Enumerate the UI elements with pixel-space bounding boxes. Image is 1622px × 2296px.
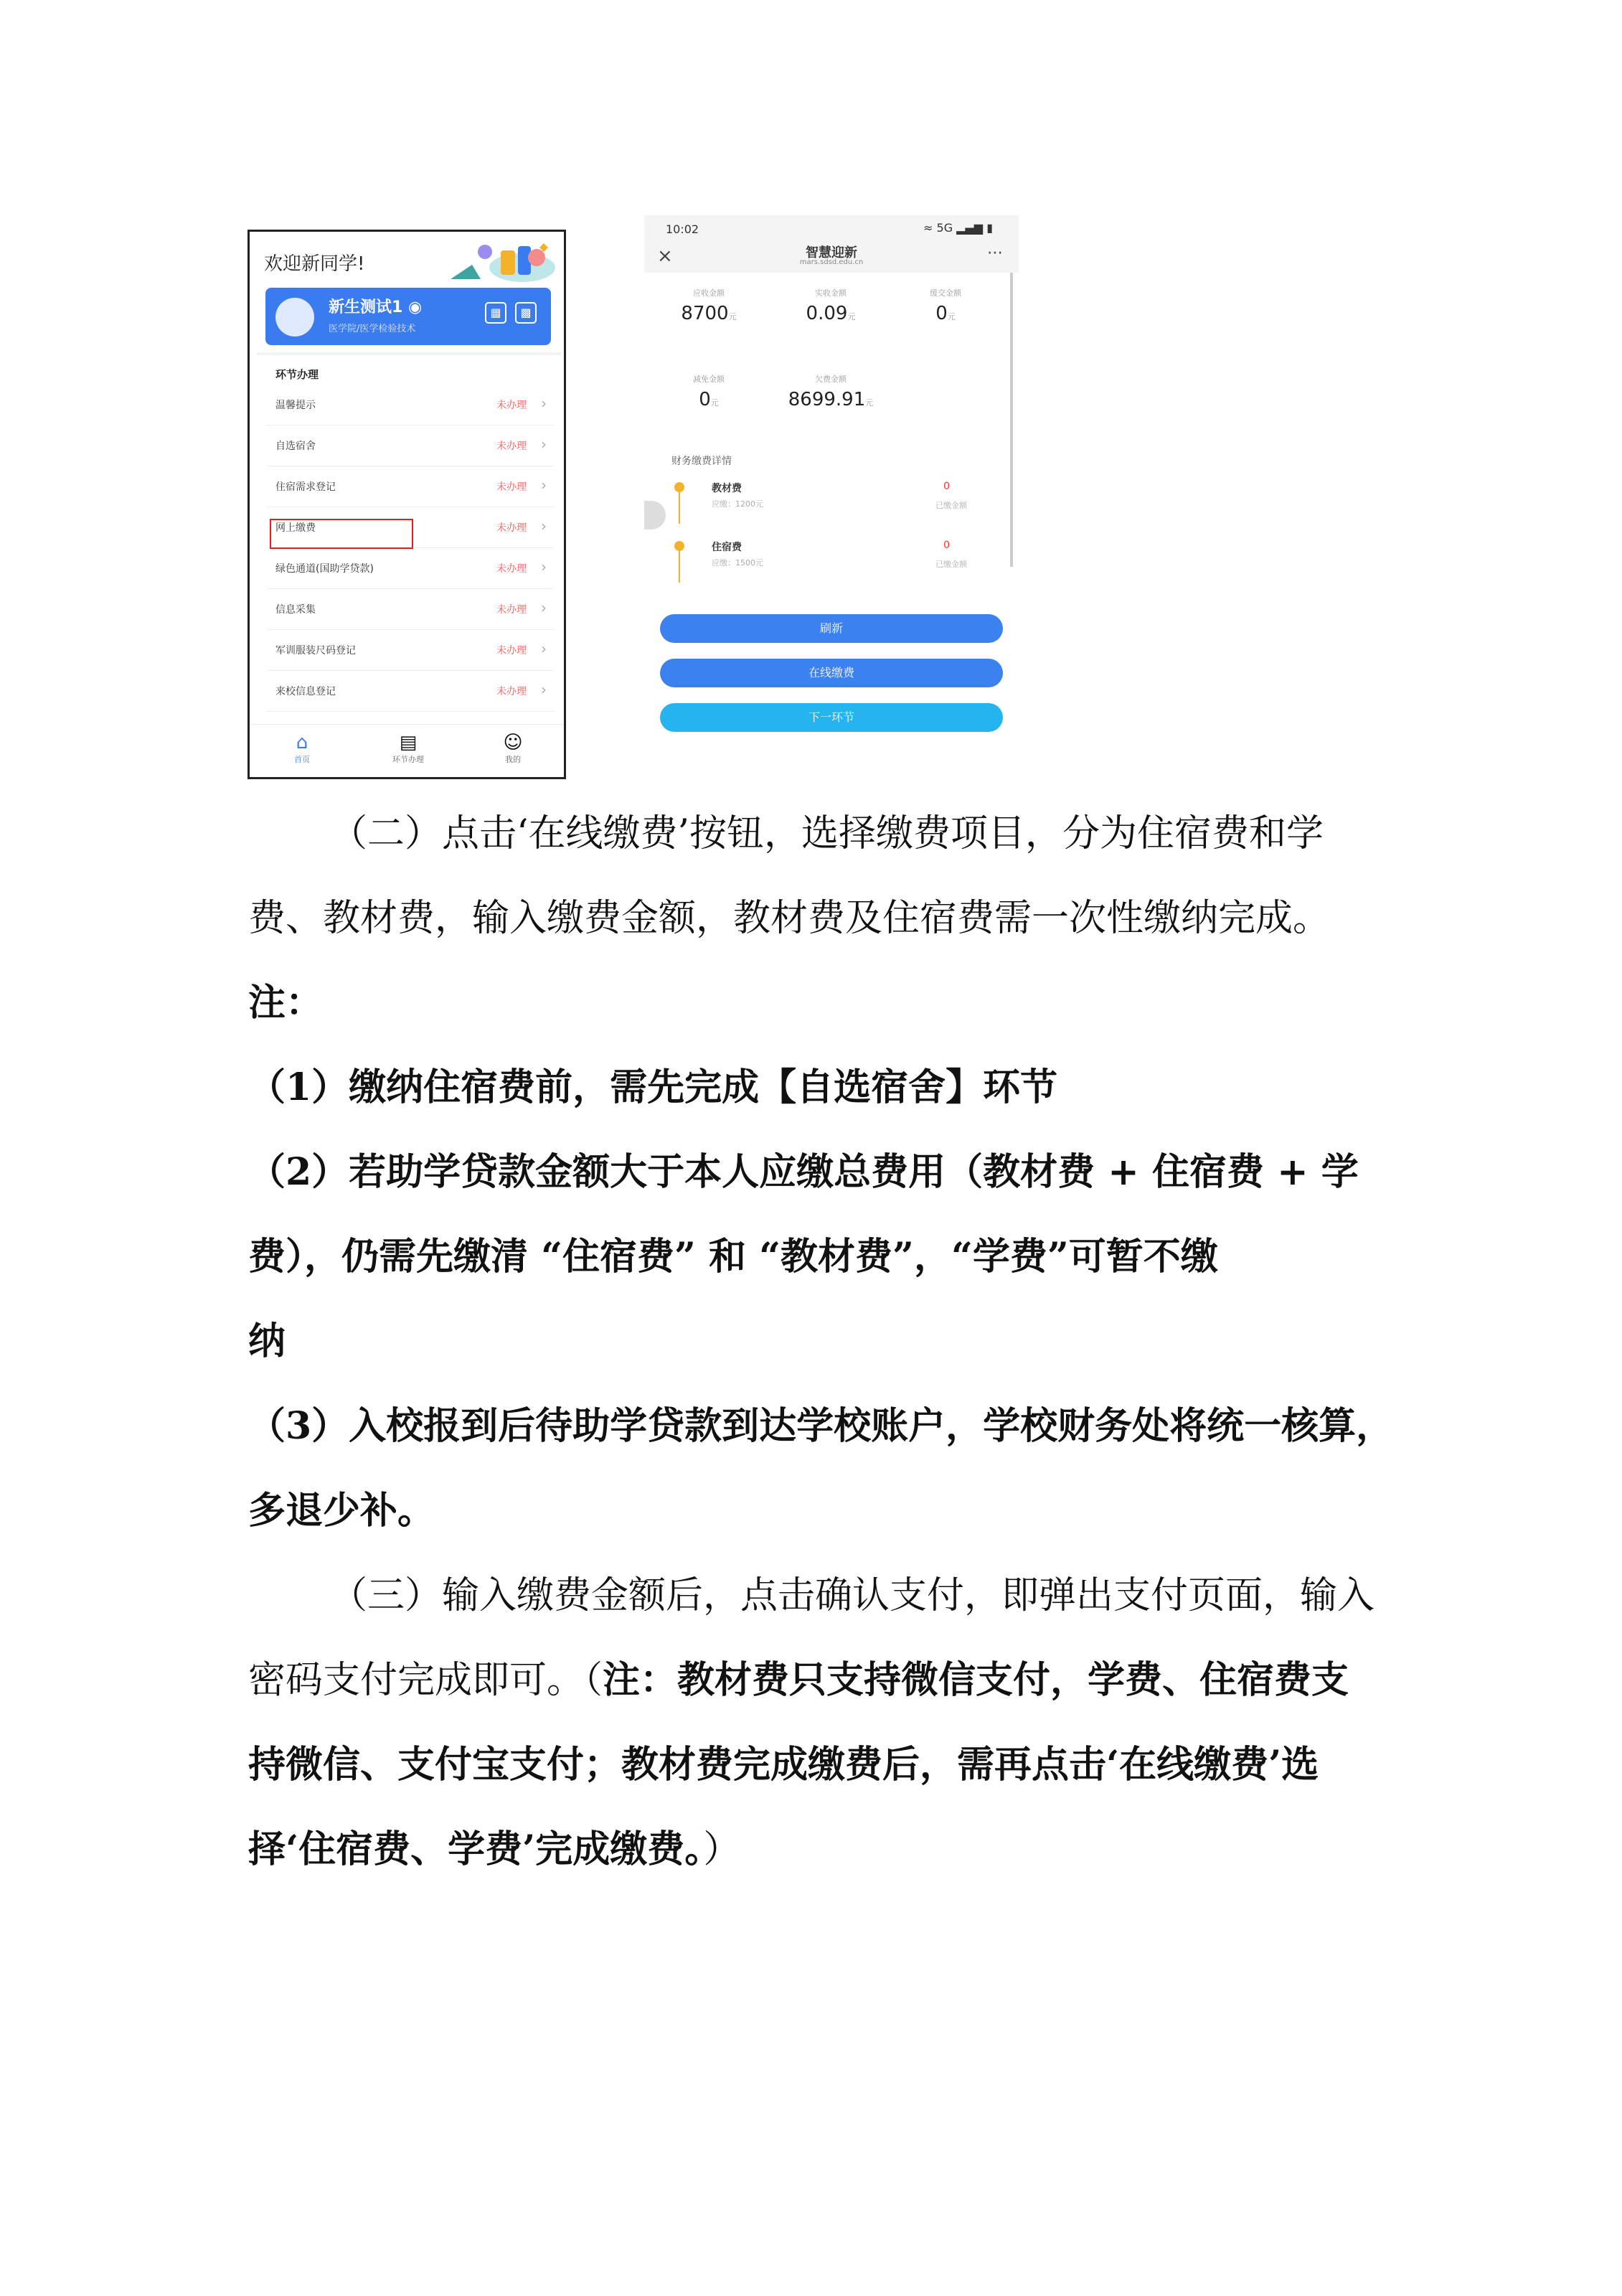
task-label: 绿色通道(国助学贷款) (275, 563, 374, 575)
verified-icon: ◉ (407, 298, 423, 316)
step2-line2: 费、教材费，输入缴费金额，教材费及住宿费需一次性缴纳完成。 (248, 897, 1331, 940)
task-status: 未办理 (496, 563, 527, 575)
chevron-right-icon: › (541, 476, 547, 494)
task-label: 自选宿舍 (275, 441, 316, 452)
note-1: （1）缴纳住宿费前，需先完成【自选宿舍】环节 (248, 1065, 1058, 1109)
note-2-line1: （2）若助学贷款金额大于本人应缴总费用（教材费 + 住宿费 + 学 (248, 1150, 1359, 1194)
task-label: 信息采集 (275, 604, 316, 616)
fee-item-textbook: 教材费 应缴：1200元 0 已缴金额 (670, 481, 993, 531)
status-icons: ≈ 5G ▂▄▆ ▮ (923, 221, 993, 235)
task-label: 来校信息登记 (275, 686, 336, 697)
highlight-box (270, 519, 413, 549)
chevron-right-icon: › (541, 681, 547, 698)
note-3-line2: 多退少补。 (248, 1489, 435, 1533)
more-icon[interactable]: ⋯ (987, 244, 1003, 262)
task-label: 温馨提示 (275, 400, 316, 411)
online-payment-button[interactable]: 在线缴费 (660, 659, 1003, 687)
student-name: 新生测试1 ◉ (329, 298, 423, 316)
tasks-icon: ▤ (399, 732, 418, 753)
step2-line1: （二）点击‘在线缴费’按钮，选择缴费项目，分为住宿费和学 (330, 812, 1324, 855)
student-major: 医学院/医学检验技术 (329, 324, 416, 334)
task-status: 未办理 (496, 645, 527, 657)
page-url: mars.sdsd.edu.cn (799, 258, 864, 266)
note-2-line3: 纳 (248, 1319, 286, 1363)
task-row-uniform[interactable] (267, 630, 554, 671)
chevron-right-icon: › (541, 395, 547, 412)
avatar (275, 298, 314, 337)
note-3-line1: （3）入校报到后待助学贷款到达学校账户，学校财务处将统一核算， (248, 1404, 1394, 1448)
tab-bar (250, 724, 564, 779)
task-row-info[interactable] (267, 589, 554, 630)
task-row-tips[interactable] (267, 385, 554, 425)
fee-item-housing: 住宿费 应缴：1500元 0 已缴金额 (670, 540, 993, 590)
task-row-dorm[interactable] (267, 425, 554, 466)
task-label: 网上缴费 (275, 522, 316, 534)
section-title: 财务缴费详情 (671, 456, 732, 467)
tab-home[interactable]: ⌂ 首页 (263, 732, 341, 765)
home-icon: ⌂ (296, 732, 308, 753)
task-status: 未办理 (496, 604, 527, 616)
note-title: 注： (248, 981, 324, 1025)
task-row-housing[interactable] (267, 466, 554, 507)
chevron-right-icon: › (541, 558, 547, 575)
close-icon[interactable]: × (657, 245, 673, 267)
side-handle[interactable] (644, 501, 666, 530)
section-title: 环节办理 (275, 368, 319, 381)
scrollbar[interactable] (1010, 273, 1013, 567)
student-card[interactable] (265, 288, 551, 345)
welcome-illustration (422, 236, 558, 286)
refresh-button[interactable]: 刷新 (660, 614, 1003, 643)
chevron-right-icon: › (541, 640, 547, 657)
page-title: 智慧迎新 (806, 245, 857, 260)
top-bar (644, 215, 1019, 273)
task-status: 未办理 (496, 400, 527, 411)
task-status: 未办理 (496, 686, 527, 697)
qrcode-icon[interactable]: ▩ (515, 302, 537, 324)
greeting-text: 欢迎新同学! (264, 253, 365, 275)
stat-reduced: 减免金额 0元 (693, 375, 725, 410)
chevron-right-icon: › (541, 517, 547, 535)
tab-tasks[interactable]: ▤ 环节办理 (369, 732, 448, 765)
user-icon: ☺ (503, 732, 523, 753)
stat-deferred: 缓交金额 0元 (930, 288, 961, 324)
task-status: 未办理 (496, 441, 527, 452)
stat-receivable: 应收金额 8700元 (681, 288, 737, 324)
step3-line1: （三）输入缴费金额后，点击确认支付，即弹出支付页面，输入 (330, 1574, 1375, 1617)
task-status: 未办理 (496, 481, 527, 493)
screenshot-home (247, 230, 566, 779)
note-2-line2: 费），仍需先缴清 “住宿费” 和 “教材费”，“学费”可暂不缴 (248, 1235, 1218, 1279)
stat-arrears: 欠费金额 8699.91元 (788, 375, 874, 410)
next-step-button[interactable]: 下一环节 (660, 703, 1003, 732)
divider (257, 352, 561, 355)
tab-mine[interactable]: ☺ 我的 (473, 732, 552, 765)
step3-line4: 择‘住宿费、学费’完成缴费。） (248, 1827, 741, 1871)
chevron-right-icon: › (541, 436, 547, 453)
task-label: 军训服装尺码登记 (275, 645, 356, 657)
step3-line2: 密码支付完成即可。（注：教材费只支持微信支付，学费、住宿费支 (248, 1658, 1349, 1702)
screenshot-payment (644, 215, 1019, 743)
chevron-right-icon: › (541, 599, 547, 616)
task-row-arrival[interactable] (267, 671, 554, 712)
stat-received: 实收金额 0.09元 (806, 288, 856, 324)
task-label: 住宿需求登记 (275, 481, 336, 493)
task-status: 未办理 (496, 522, 527, 534)
step3-line3: 持微信、支付宝支付；教材费完成缴费后，需再点击‘在线缴费’选 (248, 1743, 1319, 1787)
status-time: 10:02 (666, 222, 699, 236)
task-row-green-channel[interactable] (267, 548, 554, 589)
scan-icon[interactable]: ▦ (485, 302, 506, 324)
